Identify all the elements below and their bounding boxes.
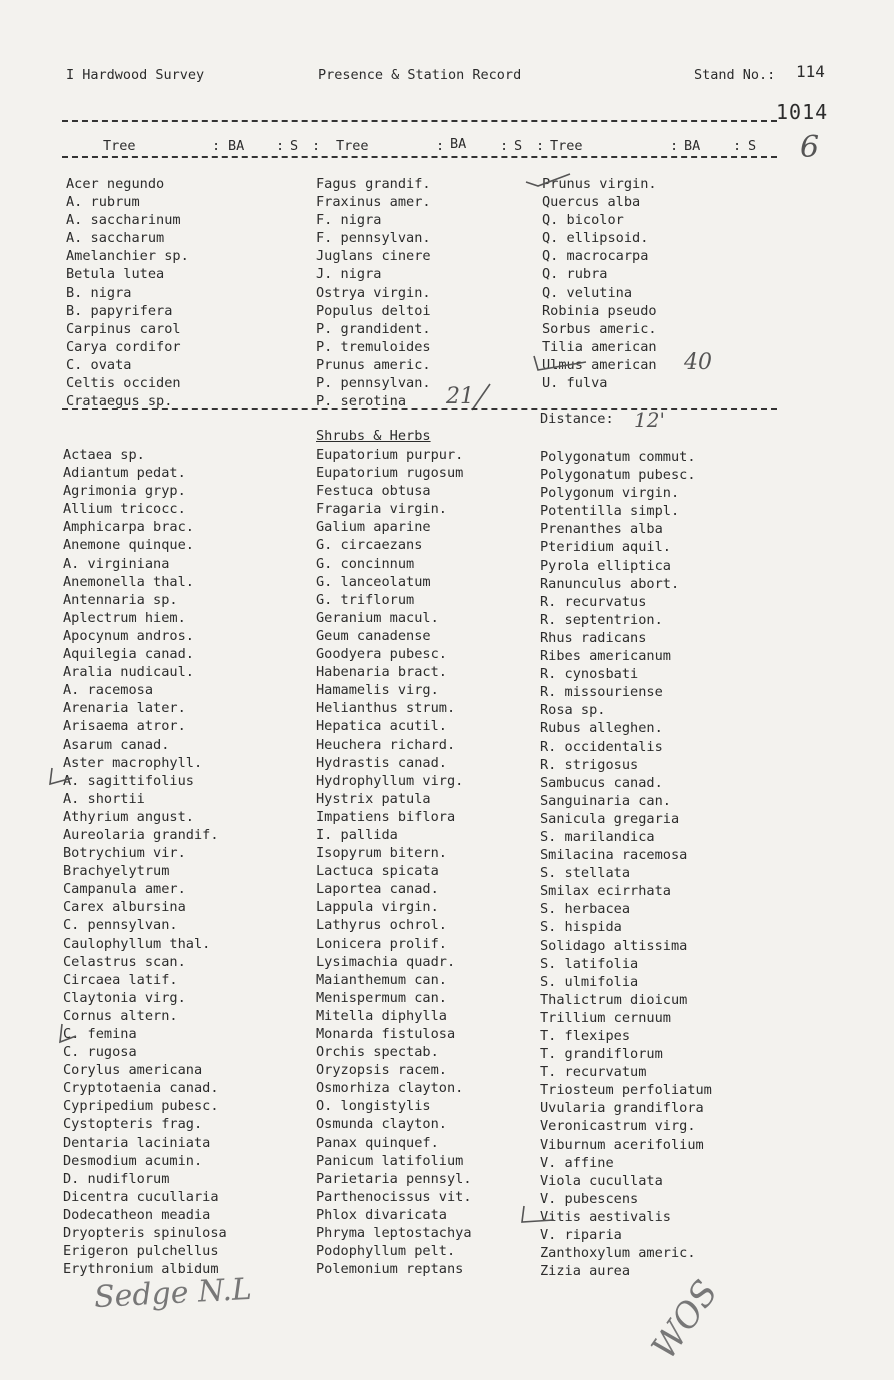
tree-species: Populus deltoi bbox=[316, 302, 431, 319]
tree-species: F. nigra bbox=[316, 212, 382, 229]
herb-species: Fragaria virgin. bbox=[316, 501, 447, 518]
tree-species: Q. velutina bbox=[542, 284, 633, 301]
herb-species: A. sagittifolius bbox=[63, 772, 194, 789]
herb-species: Anemone quinque. bbox=[63, 537, 194, 554]
ba-header-1: BA bbox=[228, 138, 245, 154]
s-header-2: S bbox=[514, 138, 523, 154]
tree-species: Carpinus carol bbox=[66, 320, 181, 337]
distance-label: Distance: bbox=[540, 411, 614, 427]
stand-label: Stand No.: bbox=[694, 67, 776, 83]
tree-list-col1 bbox=[66, 175, 189, 410]
herb-species: Desmodium acumin. bbox=[63, 1152, 203, 1169]
herb-species: A. shortii bbox=[63, 790, 145, 807]
colon-sep: : bbox=[670, 138, 679, 154]
herb-species: Dentaria laciniata bbox=[63, 1134, 211, 1151]
herb-species: T. grandiflorum bbox=[540, 1046, 663, 1063]
herb-species: Hydrastis canad. bbox=[316, 754, 447, 771]
handwritten-corner-number: 6 bbox=[800, 130, 820, 165]
herb-species: Allium tricocc. bbox=[63, 501, 186, 518]
tree-species: Prunus americ. bbox=[316, 356, 431, 373]
herb-species: Aureolaria grandif. bbox=[63, 826, 219, 843]
tree-species: Celtis occiden bbox=[66, 375, 181, 392]
herb-species: Goodyera pubesc. bbox=[316, 646, 447, 663]
herb-species: Agrimonia gryp. bbox=[63, 483, 186, 500]
herb-species: Hepatica acutil. bbox=[316, 718, 447, 735]
herb-species: Thalictrum dioicum bbox=[540, 991, 688, 1008]
herb-species: Polygonum virgin. bbox=[540, 485, 680, 502]
herb-species: Athyrium angust. bbox=[63, 808, 194, 825]
herb-list-col2 bbox=[316, 446, 472, 1278]
herb-species: S. stellata bbox=[540, 865, 631, 882]
check-mark-icon bbox=[518, 1204, 558, 1226]
herb-species: Brachyelytrum bbox=[63, 863, 170, 880]
herb-species: Apocynum andros. bbox=[63, 627, 194, 644]
herb-species: Potentilla simpl. bbox=[540, 503, 680, 520]
herb-species: Habenaria bract. bbox=[316, 664, 447, 681]
herb-species: Dryopteris spinulosa bbox=[63, 1225, 227, 1242]
tree-species: P. pennsylvan. bbox=[316, 375, 431, 392]
herb-species: S. latifolia bbox=[540, 955, 639, 972]
herb-species: Lysimachia quadr. bbox=[316, 953, 456, 970]
herb-species: Osmorhiza clayton. bbox=[316, 1080, 464, 1097]
herb-species: V. affine bbox=[540, 1154, 614, 1171]
tree-species: A. saccharinum bbox=[66, 212, 181, 229]
herb-species: G. triflorum bbox=[316, 591, 415, 608]
shrubs-herbs-title: Shrubs & Herbs bbox=[316, 428, 431, 444]
tree-species: Juglans cinere bbox=[316, 248, 431, 265]
tree-species: A. rubrum bbox=[66, 194, 140, 211]
tree-header-2: Tree bbox=[336, 138, 369, 154]
herb-species: Dicentra cucullaria bbox=[63, 1188, 219, 1205]
herb-species: Hystrix patula bbox=[316, 790, 431, 807]
colon-sep: : bbox=[733, 138, 742, 154]
stand-number-alt: 1014 bbox=[776, 100, 829, 124]
herb-species: Caulophyllum thal. bbox=[63, 935, 211, 952]
herb-species: Polygonatum pubesc. bbox=[540, 467, 696, 484]
s-header-1: S bbox=[290, 138, 299, 154]
herb-species: C. pennsylvan. bbox=[63, 917, 178, 934]
herb-species: R. septentrion. bbox=[540, 611, 663, 628]
herb-species: Rosa sp. bbox=[540, 702, 606, 719]
herb-species: V. pubescens bbox=[540, 1190, 639, 1207]
handwritten-wos-note: WOS bbox=[643, 1273, 727, 1367]
check-mark-icon bbox=[530, 352, 590, 374]
herb-species: Eupatorium purpur. bbox=[316, 447, 464, 463]
herb-species: Corylus americana bbox=[63, 1062, 203, 1079]
handwritten-sedge-note: Sedge N.L bbox=[93, 1271, 253, 1316]
check-mark-icon bbox=[524, 170, 574, 190]
herb-species: Vitis aestivalis bbox=[540, 1208, 671, 1225]
herb-species: Menispermum can. bbox=[316, 989, 447, 1006]
herb-species: S. herbacea bbox=[540, 901, 631, 918]
herb-species: Viola cucullata bbox=[540, 1172, 663, 1189]
tree-species: Ostrya virgin. bbox=[316, 284, 431, 301]
herb-species: Sanicula gregaria bbox=[540, 810, 680, 827]
herb-species: Polemonium reptans bbox=[316, 1261, 464, 1278]
herb-species: Festuca obtusa bbox=[316, 483, 431, 500]
herb-species: R. strigosus bbox=[540, 756, 639, 773]
herb-species: Aralia nudicaul. bbox=[63, 664, 194, 681]
record-title: Presence & Station Record bbox=[318, 67, 522, 83]
herb-species: S. ulmifolia bbox=[540, 973, 639, 990]
herb-species: Zanthoxylum americ. bbox=[540, 1245, 696, 1262]
herb-species: Phlox divaricata bbox=[316, 1206, 447, 1223]
tree-species: Amelanchier sp. bbox=[66, 248, 189, 265]
tree-species: Fraxinus amer. bbox=[316, 194, 431, 211]
herb-species: Hamamelis virg. bbox=[316, 682, 439, 699]
herb-species: Podophyllum pelt. bbox=[316, 1243, 456, 1260]
herb-species: Ribes americanum bbox=[540, 648, 671, 665]
tree-species: Carya cordifor bbox=[66, 338, 181, 355]
herb-species: I. pallida bbox=[316, 826, 398, 843]
herb-species: Arisaema atror. bbox=[63, 718, 186, 735]
herb-species: Campanula amer. bbox=[63, 881, 186, 898]
herb-species: T. recurvatum bbox=[540, 1064, 647, 1081]
herb-species: Galium aparine bbox=[316, 519, 431, 536]
s-header-3: S bbox=[748, 138, 757, 154]
herb-species: Lactuca spicata bbox=[316, 863, 439, 880]
colon-sep: : bbox=[312, 138, 321, 154]
herb-species: Heuchera richard. bbox=[316, 736, 456, 753]
herb-species: Sanguinaria can. bbox=[540, 792, 671, 809]
tree-species: A. saccharum bbox=[66, 230, 165, 247]
handwritten-distance-value: 12' bbox=[634, 408, 665, 432]
tree-species: U. fulva bbox=[542, 375, 608, 392]
herb-species: Laportea canad. bbox=[316, 881, 439, 898]
herb-species: S. marilandica bbox=[540, 828, 655, 845]
herb-species: Arenaria later. bbox=[63, 700, 186, 717]
herb-species: Adiantum pedat. bbox=[63, 465, 186, 482]
herb-species: Amphicarpa brac. bbox=[63, 519, 194, 536]
herb-species: Cryptotaenia canad. bbox=[63, 1080, 219, 1097]
herb-species: T. flexipes bbox=[540, 1028, 631, 1044]
tree-species: Fagus grandif. bbox=[316, 176, 431, 192]
herb-species: Monarda fistulosa bbox=[316, 1026, 456, 1042]
colon-sep: : bbox=[500, 138, 509, 154]
tree-species: Q. ellipsoid. bbox=[542, 230, 649, 247]
herb-species: R. recurvatus bbox=[540, 593, 647, 610]
herb-species: Orchis spectab. bbox=[316, 1044, 439, 1061]
herb-species: Triosteum perfoliatum bbox=[540, 1082, 712, 1099]
herb-species: Parietaria pennsyl. bbox=[316, 1170, 472, 1187]
colon-sep: : bbox=[436, 138, 445, 154]
ba-header-3: BA bbox=[684, 138, 701, 154]
colon-sep: : bbox=[276, 138, 285, 154]
herb-species: Panax quinquef. bbox=[316, 1134, 439, 1151]
tree-species: P. serotina bbox=[316, 393, 407, 410]
check-mark-icon bbox=[46, 764, 76, 790]
herb-species: Lonicera prolif. bbox=[316, 935, 447, 952]
handwritten-ulmus-value: 40 bbox=[684, 350, 712, 375]
herb-species: A. racemosa bbox=[63, 682, 154, 699]
check-mark-icon bbox=[56, 1020, 80, 1046]
tree-list-col2 bbox=[316, 175, 431, 410]
tree-species: Crataegus sp. bbox=[66, 393, 173, 410]
herb-species: Pteridium aquil. bbox=[540, 539, 671, 556]
herb-species: Prenanthes alba bbox=[540, 521, 663, 538]
herb-species: R. missouriense bbox=[540, 684, 663, 701]
tree-species: F. pennsylvan. bbox=[316, 230, 431, 247]
herb-species: Oryzopsis racem. bbox=[316, 1062, 447, 1079]
tree-species: Q. bicolor bbox=[542, 212, 624, 229]
herb-species: Phryma leptostachya bbox=[316, 1225, 472, 1242]
herb-species: Geum canadense bbox=[316, 627, 431, 644]
survey-title: I Hardwood Survey bbox=[66, 67, 205, 83]
tree-species: Quercus alba bbox=[542, 194, 641, 211]
herb-species: Antennaria sp. bbox=[63, 591, 178, 608]
herb-species: C. femina bbox=[63, 1026, 137, 1042]
herb-species: V. riparia bbox=[540, 1227, 622, 1244]
tree-species: Ulmus american bbox=[542, 356, 657, 373]
herb-species: Rhus radicans bbox=[540, 629, 647, 646]
tree-species: P. grandident. bbox=[316, 320, 431, 337]
herb-species: Isopyrum bitern. bbox=[316, 845, 447, 862]
herb-species: S. hispida bbox=[540, 919, 622, 936]
ba-header-2: BA bbox=[450, 136, 467, 152]
herb-species: Pyrola elliptica bbox=[540, 557, 671, 574]
herb-species: Actaea sp. bbox=[63, 447, 145, 463]
herb-species: Cystopteris frag. bbox=[63, 1116, 203, 1133]
herb-species: Trillium cernuum bbox=[540, 1009, 671, 1026]
section-divider bbox=[62, 408, 777, 410]
tree-header-3: Tree bbox=[550, 138, 583, 154]
herb-species: Carex albursina bbox=[63, 899, 186, 916]
herb-species: Uvularia grandiflora bbox=[540, 1100, 704, 1117]
herb-species: Polygonatum commut. bbox=[540, 449, 696, 465]
tree-species: Sorbus americ. bbox=[542, 320, 657, 337]
herb-species: D. nudiflorum bbox=[63, 1170, 170, 1187]
herb-species: G. concinnum bbox=[316, 555, 415, 572]
herb-species: Parthenocissus vit. bbox=[316, 1188, 472, 1205]
tree-species: P. tremuloides bbox=[316, 338, 431, 355]
herb-species: Ranunculus abort. bbox=[540, 575, 680, 592]
herb-species: Hydrophyllum virg. bbox=[316, 772, 464, 789]
herb-species: Circaea latif. bbox=[63, 971, 178, 988]
herb-species: Sambucus canad. bbox=[540, 774, 663, 791]
herb-species: Lappula virgin. bbox=[316, 899, 439, 916]
tree-species: B. papyrifera bbox=[66, 302, 173, 319]
herb-species: G. lanceolatum bbox=[316, 573, 431, 590]
colon-sep: : bbox=[536, 138, 545, 154]
herb-species: Erigeron pulchellus bbox=[63, 1243, 219, 1260]
herb-species: Aplectrum hiem. bbox=[63, 609, 186, 626]
tree-header-1: Tree bbox=[103, 138, 136, 154]
herb-species: Osmunda clayton. bbox=[316, 1116, 447, 1133]
tree-species: Tilia american bbox=[542, 338, 657, 355]
herb-species: Smilacina racemosa bbox=[540, 847, 688, 864]
herb-species: A. virginiana bbox=[63, 555, 170, 572]
herb-species: Eupatorium rugosum bbox=[316, 465, 464, 482]
herb-species: Asarum canad. bbox=[63, 736, 170, 753]
colon-sep: : bbox=[212, 138, 221, 154]
tree-species: B. nigra bbox=[66, 284, 132, 301]
herb-species: Smilax ecirrhata bbox=[540, 883, 671, 900]
herb-species: Lathyrus ochrol. bbox=[316, 917, 447, 934]
header-rule-top bbox=[62, 120, 777, 122]
herb-species: Maianthemum can. bbox=[316, 971, 447, 988]
herb-species: G. circaezans bbox=[316, 537, 423, 554]
tree-species: Prunus virgin. bbox=[542, 176, 657, 192]
tree-species: Q. macrocarpa bbox=[542, 248, 649, 265]
herb-list-col1 bbox=[63, 446, 227, 1278]
herb-species: Aquilegia canad. bbox=[63, 646, 194, 663]
herb-species: Rubus alleghen. bbox=[540, 720, 663, 737]
herb-species: Anemonella thal. bbox=[63, 573, 194, 590]
herb-species: Erythronium albidum bbox=[63, 1261, 219, 1278]
herb-species: Viburnum acerifolium bbox=[540, 1136, 704, 1153]
tree-species: C. ovata bbox=[66, 356, 132, 373]
tree-species: J. nigra bbox=[316, 266, 382, 283]
herb-species: R. cynosbati bbox=[540, 666, 639, 683]
herb-species: Helianthus strum. bbox=[316, 700, 456, 717]
stand-number: 114 bbox=[796, 62, 825, 81]
tree-species: Q. rubra bbox=[542, 266, 608, 283]
herb-species: Solidago altissima bbox=[540, 937, 688, 954]
herb-species: Celastrus scan. bbox=[63, 953, 186, 970]
herb-species: C. rugosa bbox=[63, 1044, 137, 1061]
header-rule-bottom bbox=[62, 156, 777, 158]
herb-species: Cypripedium pubesc. bbox=[63, 1098, 219, 1115]
herb-species: Panicum latifolium bbox=[316, 1152, 464, 1169]
herb-species: Cornus altern. bbox=[63, 1007, 178, 1024]
handwritten-serotina-value: 21 bbox=[446, 384, 474, 409]
herb-species: Botrychium vir. bbox=[63, 845, 186, 862]
herb-species: O. longistylis bbox=[316, 1098, 431, 1115]
herb-species: Geranium macul. bbox=[316, 609, 439, 626]
herb-species: Claytonia virg. bbox=[63, 989, 186, 1006]
herb-species: R. occidentalis bbox=[540, 738, 663, 755]
herb-species: Veronicastrum virg. bbox=[540, 1118, 696, 1135]
herb-species: Zizia aurea bbox=[540, 1263, 631, 1280]
herb-species: Impatiens biflora bbox=[316, 808, 456, 825]
herb-list-col3 bbox=[540, 448, 712, 1280]
tree-species: Betula lutea bbox=[66, 266, 165, 283]
tree-species: Robinia pseudo bbox=[542, 302, 657, 319]
tree-species: Acer negundo bbox=[66, 176, 165, 192]
herb-species: Dodecatheon meadia bbox=[63, 1206, 211, 1223]
herb-species: Aster macrophyll. bbox=[63, 754, 203, 771]
herb-species: Mitella diphylla bbox=[316, 1007, 447, 1024]
